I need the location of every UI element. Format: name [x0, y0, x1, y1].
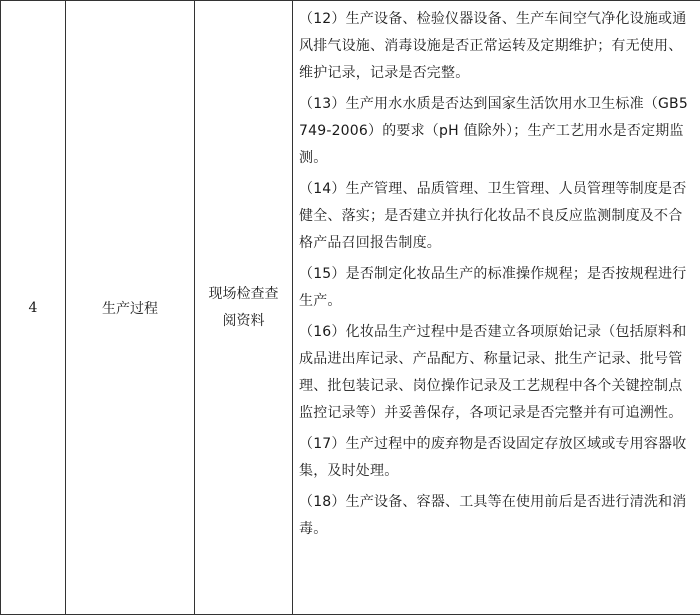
process-name: 生产过程 [102, 301, 158, 317]
inspection-content-cell [293, 1, 700, 615]
table-row [1, 1, 700, 615]
method-cell [195, 1, 293, 615]
inspection-item-14: （14）生产管理、品质管理、卫生管理、人员管理等制度是否健全、落实；是否建立并执行化妆品不良反应监测制度及不合格产品召回报告制度。 [299, 176, 694, 257]
inspection-item-18: （18）生产设备、容器、工具等在使用前后是否进行清洗和消毒。 [299, 489, 694, 543]
row-number: 4 [29, 300, 38, 316]
process-cell [66, 1, 195, 615]
inspection-item-15: （15）是否制定化妆品生产的标准操作规程；是否按规程进行生产。 [299, 261, 694, 315]
inspection-item-12: （12）生产设备、检验仪器设备、生产车间空气净化设施或通风排气设施、消毒设施是否正常运转及定期维护；有无使用、维护记录，记录是否完整。 [299, 6, 694, 87]
row-number-cell [1, 1, 66, 615]
inspection-content [293, 1, 700, 543]
inspection-method: 现场检查查阅资料 [203, 281, 285, 335]
inspection-item-13: （13）生产用水水质是否达到国家生活饮用水卫生标准（GB5749-2006）的要求（pH 值除外）；生产工艺用水是否定期监测。 [299, 91, 694, 172]
inspection-item-16: （16）化妆品生产过程中是否建立各项原始记录（包括原料和成品进出库记录、产品配方、称量记录、批生产记录、批号管理、批包装记录、岗位操作记录及工艺规程中各个关键控制点监控记录等）并妥善保存，各项记录是否完整并有可追溯性。 [299, 319, 694, 427]
inspection-item-17: （17）生产过程中的废弃物是否设固定存放区域或专用容器收集，及时处理。 [299, 431, 694, 485]
